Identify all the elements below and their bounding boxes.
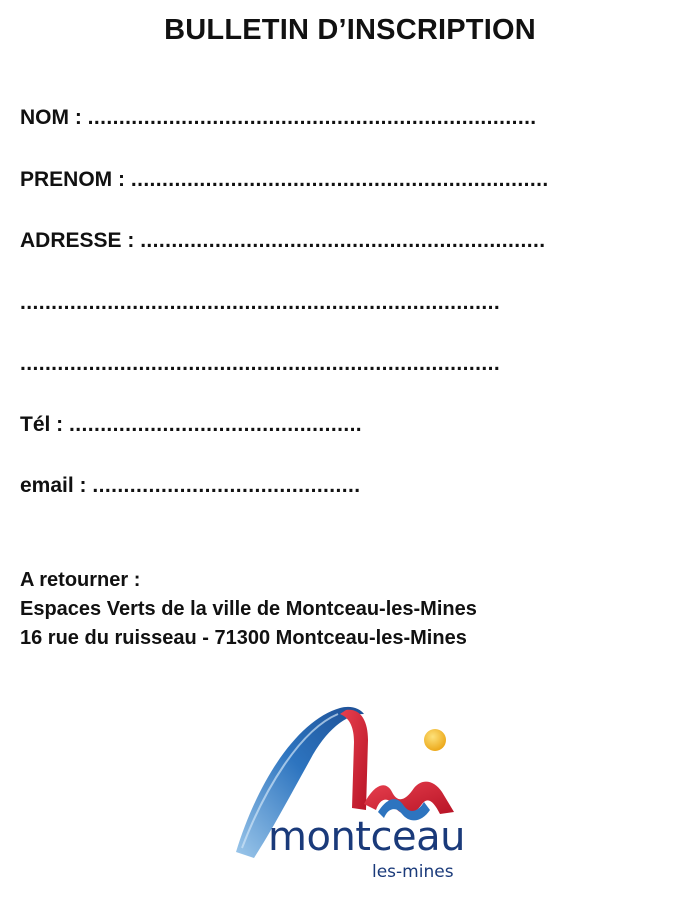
prenom-field[interactable] <box>20 168 660 192</box>
prenom-dotted-line: ................................................................... <box>130 168 549 191</box>
email-dotted-line: ........................................... <box>92 474 361 497</box>
return-address-block <box>20 566 477 653</box>
montceau-logo <box>228 700 488 890</box>
tel-field[interactable] <box>20 413 660 437</box>
email-label: email : <box>20 474 93 497</box>
page-title: BULLETIN D’INSCRIPTION <box>164 14 536 46</box>
adresse-line2-field[interactable] <box>20 291 660 315</box>
adresse-field[interactable] <box>20 229 660 253</box>
logo-subname: les-mines <box>372 862 454 882</box>
red-ribbon-shape <box>340 710 368 810</box>
tel-dotted-line: ............................................... <box>69 413 363 436</box>
return-line-2: 16 rue du ruisseau - 71300 Montceau-les-Mines <box>20 627 467 649</box>
red-ribbon-wave <box>364 782 454 814</box>
adresse-label: ADRESSE : <box>20 229 141 252</box>
email-field[interactable] <box>20 474 660 498</box>
sun-shape <box>424 729 446 751</box>
return-heading: A retourner : <box>20 569 141 591</box>
adresse-dotted-line: ................................................................. <box>140 229 546 252</box>
adresse-line2-dotted-line: ............................................................................. <box>20 291 501 314</box>
nom-label: NOM : <box>20 106 88 129</box>
return-line-1: Espaces Verts de la ville de Montceau-les-Mines <box>20 598 477 620</box>
tel-label: Tél : <box>20 413 70 436</box>
adresse-line3-dotted-line: ............................................................................. <box>20 352 501 375</box>
logo-wordmark: montceau <box>268 814 465 860</box>
prenom-label: PRENOM : <box>20 168 131 191</box>
adresse-line3-field[interactable] <box>20 352 660 376</box>
nom-field[interactable] <box>20 106 660 130</box>
nom-dotted-line: ........................................................................ <box>87 106 537 129</box>
